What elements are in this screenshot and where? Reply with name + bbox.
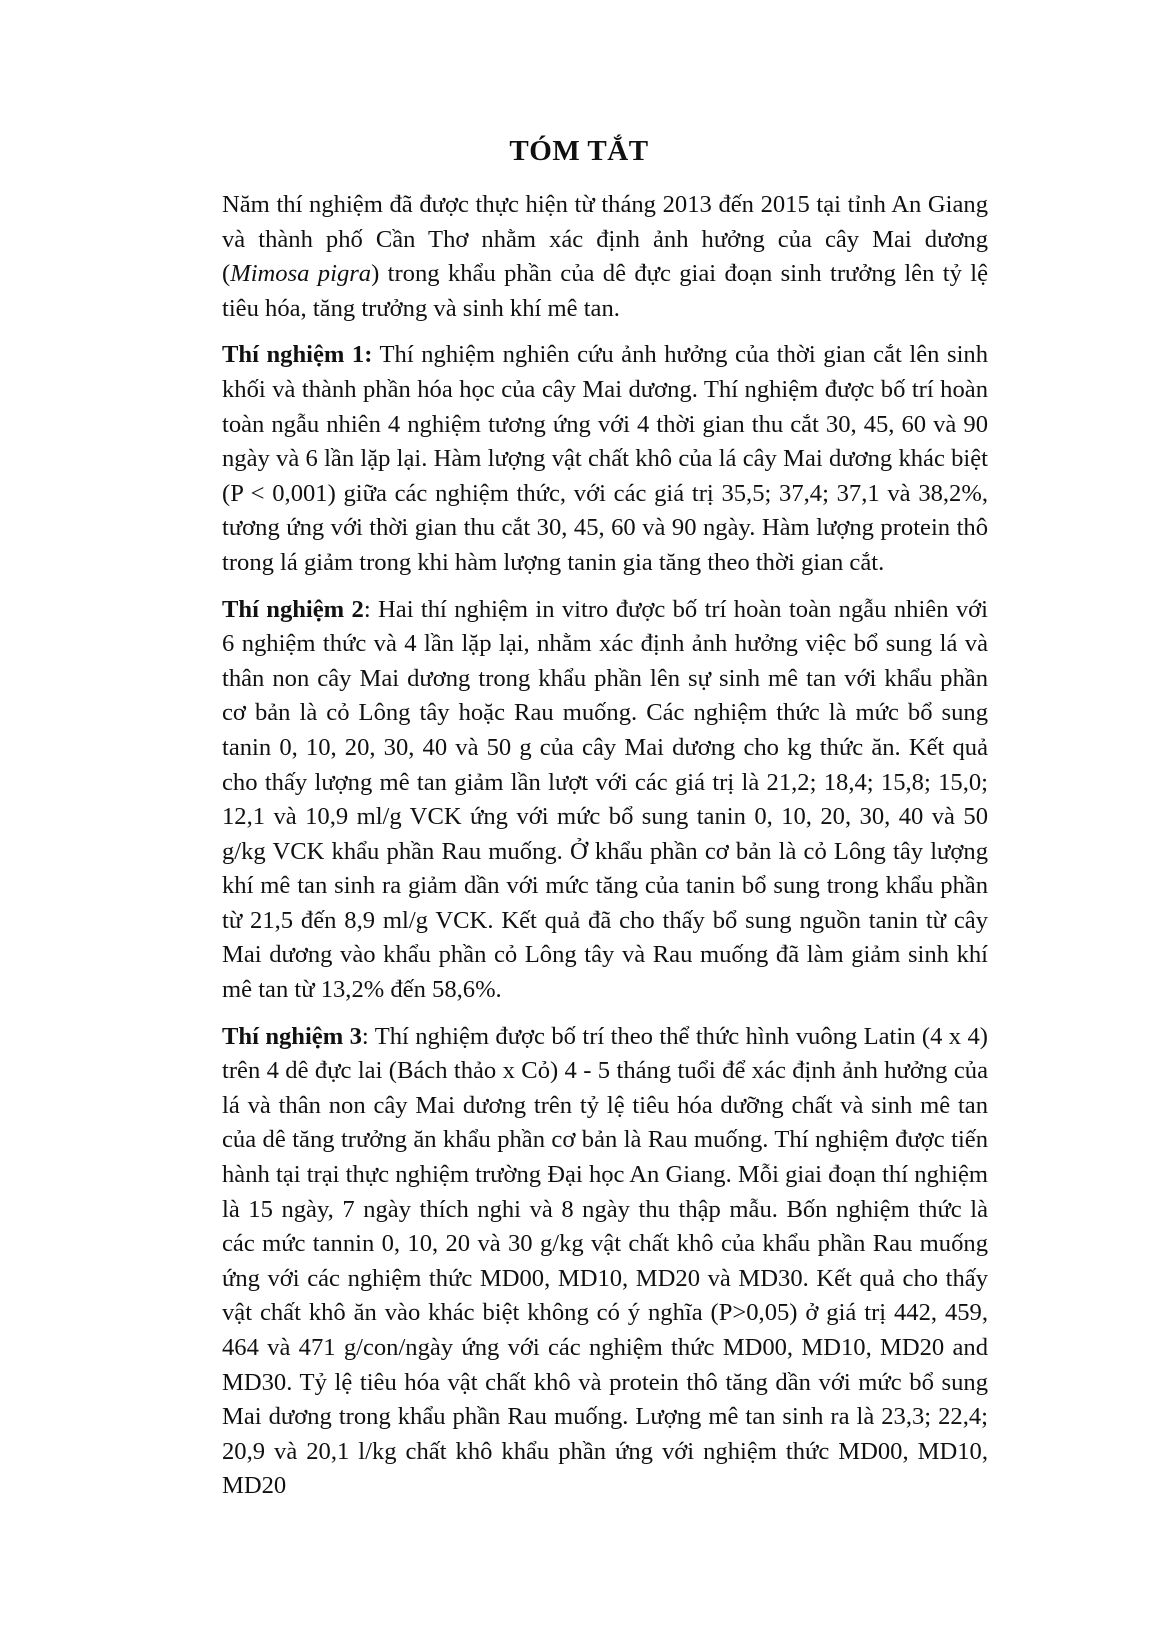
experiment-1-label: Thí nghiệm 1: [222, 341, 373, 369]
intro-text-end: ) trong khẩu phần của dê đực giai đoạn sinh trưởng lên tỷ lệ tiêu hóa, tăng trưởng và sinh khí mê tan. [222, 260, 988, 322]
experiment-1-text: Thí nghiệm nghiên cứu ảnh hưởng của thời gian cắt lên sinh khối và thành phần hóa học của cây Mai dương. Thí nghiệm được bố trí hoàn toàn ngẫu nhiên 4 nghiệm tương ứng với 4 thời gian thu cắt 30, 45, 60 và 90 ngày và 6 lần lặp lại. Hàm lượng vật chất khô của lá cây Mai dương khác biệt (P < 0,001) giữa các nghiệm thức, với các giá trị 35,5; 37,4; 37,1 và 38,2%, tương ứng với thời gian thu cắt 30, 45, 60 và 90 ngày. Hàm lượng protein thô trong lá giảm trong khi hàm lượng tanin gia tăng theo thời gian cắt. [222, 341, 988, 576]
experiment-3-paragraph [222, 1020, 988, 1504]
experiment-2-label: Thí nghiệm 2 [222, 595, 364, 623]
page-title: TÓM TẮT [509, 135, 649, 167]
abstract-body [222, 188, 988, 1516]
experiment-2-paragraph [222, 593, 988, 1008]
intro-text-start: Năm thí nghiệm đã được thực hiện từ tháng 2013 đến 2015 tại tỉnh An Giang và thành phố Cần Thơ nhằm xác định ảnh hưởng của cây Mai dương ( [222, 191, 988, 288]
scientific-name: Mimosa pigra [230, 260, 372, 288]
experiment-1-paragraph [222, 338, 988, 580]
experiment-3-text: : Thí nghiệm được bố trí theo thể thức hình vuông Latin (4 x 4) trên 4 dê đực lai (Bách thảo x Cỏ) 4 - 5 tháng tuổi để xác định ảnh hưởng của lá và thân non cây Mai dương trên tỷ lệ tiêu hóa dưỡng chất và sinh mê tan của dê tăng trưởng ăn khẩu phần cơ bản là Rau muống. Thí nghiệm được tiến hành tại trại thực nghiệm trường Đại học An Giang. Mỗi giai đoạn thí nghiệm là 15 ngày, 7 ngày thích nghi và 8 ngày thu thập mẫu. Bốn nghiệm thức là các mức tannin 0, 10, 20 và 30 g/kg vật chất khô của khẩu phần Rau muống ứng với các nghiệm thức MD00, MD10, MD20 và MD30. Kết quả cho thấy vật chất khô ăn vào khác biệt không có ý nghĩa (P>0,05) ở giá trị 442, 459, 464 và 471 g/con/ngày ứng với các nghiệm thức MD00, MD10, MD20 and MD30. Tỷ lệ tiêu hóa vật chất khô và protein thô tăng dần với mức bổ sung Mai dương trong khẩu phần Rau muống. Lượng mê tan sinh ra là 23,3; 22,4; 20,9 và 20,1 l/kg chất khô khẩu phần ứng với nghiệm thức MD00, MD10, MD20 [222, 1022, 988, 1500]
intro-paragraph [222, 188, 988, 326]
experiment-3-label: Thí nghiệm 3 [222, 1022, 362, 1050]
experiment-2-text: : Hai thí nghiệm in vitro được bố trí hoàn toàn ngẫu nhiên với 6 nghiệm thức và 4 lần lặp lại, nhằm xác định ảnh hưởng việc bổ sung lá và thân non cây Mai dương trong khẩu phần lên sự sinh mê tan với khẩu phần cơ bản là cỏ Lông tây hoặc Rau muống. Các nghiệm thức là mức bổ sung tanin 0, 10, 20, 30, 40 và 50 g của cây Mai dương cho kg thức ăn. Kết quả cho thấy lượng mê tan giảm lần lượt với các giá trị là 21,2; 18,4; 15,8; 15,0; 12,1 và 10,9 ml/g VCK ứng với mức bổ sung tanin 0, 10, 20, 30, 40 và 50 g/kg VCK khẩu phần Rau muống. Ở khẩu phần cơ bản là cỏ Lông tây lượng khí mê tan sinh ra giảm dần với mức tăng của tanin bổ sung trong khẩu phần từ 21,5 đến 8,9 ml/g VCK. Kết quả đã cho thấy bổ sung nguồn tanin từ cây Mai dương vào khẩu phần cỏ Lông tây và Rau muống đã làm giảm sinh khí mê tan từ 13,2% đến 58,6%. [222, 595, 988, 1004]
